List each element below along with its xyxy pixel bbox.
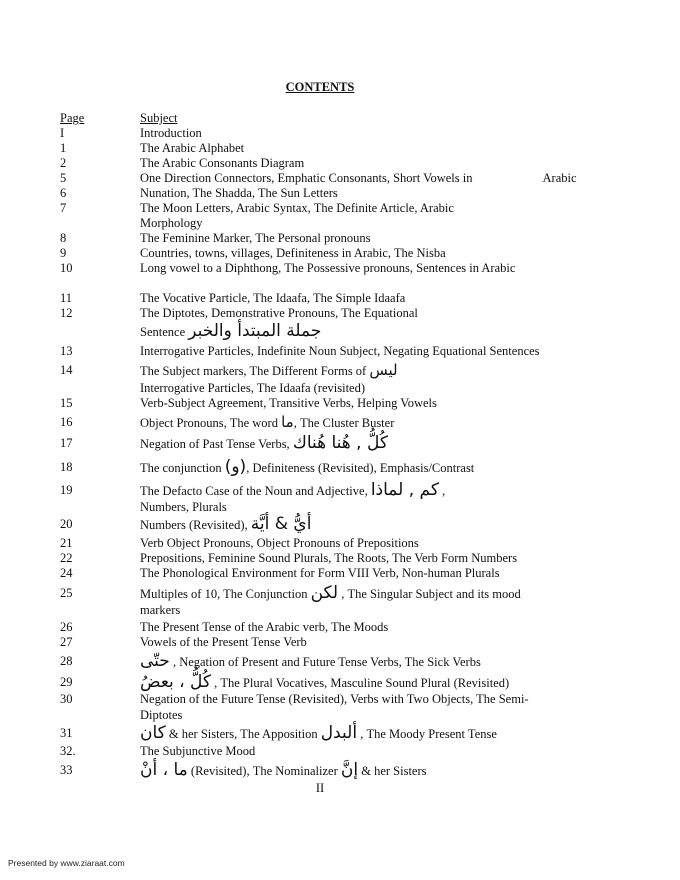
- toc-entry: [0, 126, 680, 141]
- toc-entry: [0, 246, 680, 261]
- entry-page: 31: [60, 726, 73, 740]
- page-number: II: [315, 781, 325, 795]
- toc-entry: [0, 344, 680, 359]
- entry-page: 11: [60, 291, 73, 305]
- entry-subject-tail: , Negation of Present and Future Tense Verbs, The Sick Verbs: [169, 655, 481, 669]
- entry-subject: [140, 760, 427, 780]
- toc-entry: [0, 566, 680, 581]
- contents-title: CONTENTS: [285, 80, 355, 94]
- toc-entry-continuation: [0, 381, 680, 396]
- entry-page: 12: [60, 306, 73, 320]
- entry-subject-text: Numbers (Revisited),: [140, 518, 248, 532]
- entry-subject: [140, 171, 577, 186]
- entry-page: 21: [60, 536, 73, 550]
- entry-subject: [140, 583, 521, 603]
- entry-subject: [140, 514, 312, 534]
- entry-subject: Prepositions, Feminine Sound Plurals, The Roots, The Verb Form Numbers: [140, 551, 518, 565]
- entry-subject: The Feminine Marker, The Personal pronouns: [140, 231, 371, 245]
- toc-entry: [0, 171, 680, 186]
- entry-subject: The Present Tense of the Arabic verb, The Moods: [140, 620, 389, 634]
- toc-entry-continuation: [0, 708, 680, 723]
- toc-entry: [0, 723, 680, 744]
- entry-page: 5: [60, 171, 67, 185]
- toc-entry: [0, 744, 680, 759]
- entry-subject: The Phonological Environment for Form VIII Verb, Non-human Plurals: [140, 566, 500, 580]
- entry-subject: The Diptotes, Demonstrative Pronouns, The Equational: [140, 306, 418, 320]
- arabic-word: ليس: [369, 361, 398, 379]
- entry-subject-tail: , The Plural Vocatives, Masculine Sound Plural (Revisited): [211, 676, 510, 690]
- toc-entry: [0, 480, 680, 501]
- entry-subject-tail: Arabic: [542, 171, 577, 185]
- entry-subject: [140, 480, 446, 500]
- entry-page: 6: [60, 186, 67, 200]
- toc-entry: [0, 306, 680, 321]
- entry-page: 24: [60, 566, 73, 580]
- entry-page: 10: [60, 261, 73, 275]
- entry-subject: [140, 415, 394, 431]
- toc-entry: [0, 692, 680, 707]
- entry-subject: The Arabic Consonants Diagram: [140, 156, 305, 170]
- entry-subject: Negation of the Future Tense (Revisited), Verbs with Two Objects, The Semi-: [140, 692, 529, 706]
- entry-subject-tail: ,: [438, 484, 446, 498]
- entry-subject-text: The conjunction: [140, 461, 222, 475]
- toc-entry: [0, 415, 680, 433]
- entry-subject-text: Multiples of 10, The Conjunction: [140, 587, 308, 601]
- entry-page: 19: [60, 483, 73, 497]
- entry-page: 18: [60, 460, 73, 474]
- arabic-word: كُلُّ , هُنا هُناك: [292, 433, 388, 453]
- toc-entry-continuation: [0, 500, 680, 515]
- arabic-word: إنَّ: [340, 760, 359, 780]
- arabic-word: (و): [224, 457, 247, 477]
- toc-entry: [0, 291, 680, 306]
- entry-subject: Introduction: [140, 126, 202, 140]
- arabic-word: كم , لماذا: [370, 480, 439, 500]
- footer-credit: Presented by www.ziaraat.com: [8, 858, 125, 868]
- entry-subject: [140, 457, 475, 477]
- entry-subject: [140, 672, 510, 692]
- column-header-page: Page: [60, 111, 85, 125]
- entry-page: 16: [60, 415, 73, 429]
- toc-entry: [0, 457, 680, 478]
- entry-subject: The Vocative Particle, The Idaafa, The Simple Idaafa: [140, 291, 406, 305]
- toc-entry-continuation: [0, 603, 680, 618]
- entry-subject: Interrogative Particles, Indefinite Noun Subject, Negating Equational Sentences: [140, 344, 540, 358]
- entry-subject: Nunation, The Shadda, The Sun Letters: [140, 186, 338, 200]
- entry-subject: The Moon Letters, Arabic Syntax, The Definite Article, Arabic: [140, 201, 454, 215]
- toc-entry: [0, 186, 680, 201]
- toc-entry: [0, 396, 680, 411]
- entry-subject: Countries, towns, villages, Definiteness in Arabic, The Nisba: [140, 246, 446, 260]
- entry-page: I: [60, 126, 65, 140]
- entry-page: 22: [60, 551, 73, 565]
- toc-entry: [0, 536, 680, 551]
- entry-subject: Long vowel to a Diphthong, The Possessive pronouns, Sentences in Arabic: [140, 261, 516, 275]
- entry-page: 33: [60, 763, 73, 777]
- toc-entry: [0, 583, 680, 604]
- entry-subject-tail: (Revisited), The Nominalizer: [187, 764, 341, 778]
- entry-subject: The Subjunctive Mood: [140, 744, 256, 758]
- arabic-word: أيُّ & أيَّة: [250, 514, 312, 534]
- entry-subject: Vowels of the Present Tense Verb: [140, 635, 307, 649]
- toc-entry-continuation: [0, 216, 680, 231]
- entry-page: 7: [60, 201, 67, 215]
- entry-subject: The Arabic Alphabet: [140, 141, 245, 155]
- entry-subject-cont: [140, 321, 322, 341]
- entry-subject-cont-text: Sentence: [140, 325, 186, 339]
- toc-entry: [0, 141, 680, 156]
- entry-subject-cont: Diptotes: [140, 708, 183, 722]
- arabic-phrase: جملة المبتدأ والخبر: [188, 321, 322, 341]
- entry-page: 32.: [60, 744, 76, 758]
- entry-page: 8: [60, 231, 67, 245]
- entry-subject-text: Object Pronouns, The word: [140, 416, 278, 430]
- entry-page: 28: [60, 654, 73, 668]
- entry-subject-text: Negation of Past Tense Verbs,: [140, 437, 290, 451]
- entry-page: 14: [60, 363, 73, 377]
- entry-subject-cont: Morphology: [140, 216, 203, 230]
- entry-subject-text: The Subject markers, The Different Forms of: [140, 364, 367, 378]
- toc-entry: [0, 231, 680, 246]
- entry-subject-tail: , The Cluster Buster: [293, 416, 395, 430]
- entry-subject-text: One Direction Connectors, Emphatic Consonants, Short Vowels in: [140, 171, 473, 185]
- entry-page: 27: [60, 635, 73, 649]
- entry-subject-tail: & her Sisters, The Apposition: [165, 727, 321, 741]
- toc-entry: [0, 551, 680, 566]
- arabic-word: كان: [140, 723, 166, 743]
- entry-subject-text: The Defacto Case of the Noun and Adjective,: [140, 484, 368, 498]
- toc-entry-continuation: [0, 321, 680, 342]
- entry-subject: [140, 433, 388, 453]
- arabic-word: ألبدل: [320, 723, 358, 743]
- toc-entry: [0, 156, 680, 171]
- entry-subject-tail: , Definiteness (Revisited), Emphasis/Contrast: [246, 461, 475, 475]
- toc-entry: [0, 760, 680, 781]
- entry-page: 2: [60, 156, 67, 170]
- entry-subject: [140, 723, 497, 743]
- arabic-word: حتّى: [140, 651, 170, 671]
- entry-subject-cont: Numbers, Plurals: [140, 500, 227, 514]
- entry-page: 9: [60, 246, 67, 260]
- toc-entry: [0, 620, 680, 635]
- entry-page: 29: [60, 675, 73, 689]
- entry-subject-cont: markers: [140, 603, 181, 617]
- entry-subject-tail: & her Sisters: [358, 764, 427, 778]
- arabic-word: لكن: [310, 583, 339, 603]
- entry-page: 1: [60, 141, 67, 155]
- toc-entry: [0, 201, 680, 216]
- toc-entry: [0, 261, 680, 276]
- entry-subject-tail: , The Singular Subject and its mood: [338, 587, 521, 601]
- entry-page: 17: [60, 436, 73, 450]
- entry-page: 25: [60, 586, 73, 600]
- arabic-word: ما: [281, 413, 294, 431]
- toc-entry: [0, 363, 680, 381]
- entry-subject: Verb Object Pronouns, Object Pronouns of Prepositions: [140, 536, 419, 550]
- arabic-word: كُلُّ ، بعضُ: [140, 672, 212, 692]
- entry-subject: [140, 651, 481, 671]
- entry-subject: [140, 363, 398, 379]
- entry-page: 20: [60, 517, 73, 531]
- toc-entry: [0, 514, 680, 535]
- arabic-word: ما ، أنْ: [140, 760, 188, 780]
- toc-entry: [0, 433, 680, 454]
- toc-entry: [0, 635, 680, 650]
- entry-page: 15: [60, 396, 73, 410]
- toc-entry: [0, 651, 680, 672]
- entry-subject-cont: Interrogative Particles, The Idaafa (revisited): [140, 381, 366, 395]
- entry-subject: Verb-Subject Agreement, Transitive Verbs, Helping Vowels: [140, 396, 437, 410]
- column-header-subject: Subject: [140, 111, 178, 125]
- entry-page: 30: [60, 692, 73, 706]
- entry-subject-tail: , The Moody Present Tense: [357, 727, 497, 741]
- toc-entry: [0, 672, 680, 693]
- entry-page: 26: [60, 620, 73, 634]
- entry-page: 13: [60, 344, 73, 358]
